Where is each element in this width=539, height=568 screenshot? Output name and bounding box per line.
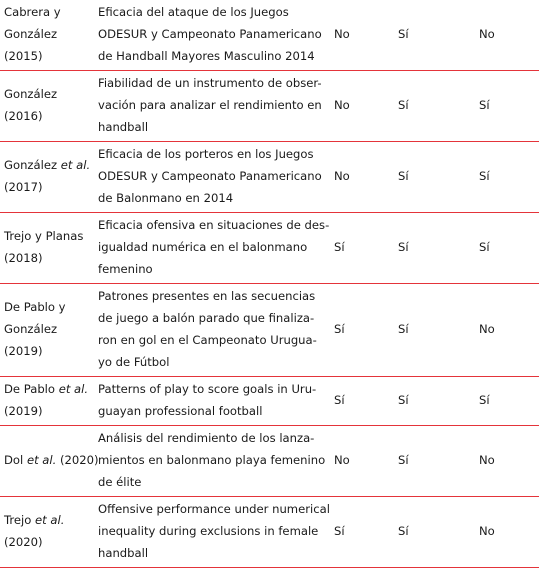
author-line: González bbox=[4, 87, 58, 101]
title-line: Eficacia de los porteros en los Juegos bbox=[98, 147, 314, 161]
table-row bbox=[0, 497, 539, 568]
author-etal: et al. bbox=[26, 453, 57, 467]
table-row bbox=[0, 426, 539, 497]
author-line: González bbox=[4, 322, 58, 336]
title-cell bbox=[94, 497, 330, 568]
author-name: De Pablo bbox=[4, 382, 59, 396]
title-line: femenino bbox=[98, 262, 153, 276]
value-cell: Sí bbox=[479, 98, 490, 112]
author-line: (2020) bbox=[4, 535, 43, 549]
author-line: (2019) bbox=[4, 344, 43, 358]
title-cell bbox=[94, 426, 330, 497]
title-line: ron en gol en el Campeonato Urugua- bbox=[98, 333, 317, 347]
value-cell: Sí bbox=[334, 524, 345, 538]
author-etal: et al. bbox=[60, 158, 91, 172]
author-name: González bbox=[4, 158, 61, 172]
table-row bbox=[0, 0, 539, 71]
value-cell: No bbox=[334, 27, 350, 41]
title-line: de Balonmano en 2014 bbox=[98, 191, 234, 205]
author-line: De Pablo y bbox=[4, 300, 66, 314]
value-cell: Sí bbox=[398, 393, 409, 407]
title-line: de Handball Mayores Masculino 2014 bbox=[98, 49, 315, 63]
author-name: Dol bbox=[4, 453, 27, 467]
value-cell: Sí bbox=[334, 240, 345, 254]
title-line: igualdad numérica en el balonmano bbox=[98, 240, 308, 254]
value-cell: Sí bbox=[398, 27, 409, 41]
value-cell: No bbox=[479, 453, 495, 467]
author-line bbox=[4, 449, 99, 471]
author-name: Trejo bbox=[4, 513, 36, 527]
title-line: ODESUR y Campeonato Panamericano bbox=[98, 169, 322, 183]
author-etal: et al. bbox=[58, 382, 89, 396]
title-line: Offensive performance under numerical bbox=[98, 502, 330, 516]
value-cell: Sí bbox=[398, 169, 409, 183]
author-line: Cabrera y bbox=[4, 5, 61, 19]
title-line: inequality during exclusions in female bbox=[98, 524, 319, 538]
value-cell: No bbox=[334, 453, 350, 467]
title-line: de élite bbox=[98, 475, 142, 489]
title-line: Patterns of play to score goals in Uru- bbox=[98, 382, 317, 396]
value-cell: Sí bbox=[479, 393, 490, 407]
author-line: Trejo y Planas bbox=[4, 229, 84, 243]
value-cell: No bbox=[479, 524, 495, 538]
title-line: Patrones presentes en las secuencias bbox=[98, 289, 316, 303]
title-line: handball bbox=[98, 120, 149, 134]
author-line bbox=[4, 378, 90, 400]
author-year: (2020) bbox=[56, 453, 99, 467]
value-cell: Sí bbox=[334, 322, 345, 336]
author-line: (2018) bbox=[4, 251, 43, 265]
author-line: González bbox=[4, 27, 58, 41]
table-row bbox=[0, 142, 539, 213]
table-row bbox=[0, 284, 539, 377]
title-line: Análisis del rendimiento de los lanza- bbox=[98, 431, 315, 445]
title-line: mientos en balonmano playa femenino bbox=[98, 453, 326, 467]
author-cell bbox=[0, 284, 94, 377]
table-row bbox=[0, 213, 539, 284]
title-cell bbox=[94, 284, 330, 377]
value-cell: No bbox=[479, 27, 495, 41]
title-line: Eficacia ofensiva en situaciones de des- bbox=[98, 218, 330, 232]
author-line: (2017) bbox=[4, 180, 43, 194]
author-cell bbox=[0, 0, 94, 71]
value-cell: No bbox=[334, 169, 350, 183]
title-line: de juego a balón parado que finaliza- bbox=[98, 311, 315, 325]
value-cell: Sí bbox=[479, 169, 490, 183]
title-cell bbox=[94, 0, 330, 71]
table-row bbox=[0, 377, 539, 426]
value-cell: Sí bbox=[398, 322, 409, 336]
author-line: (2015) bbox=[4, 49, 43, 63]
title-line: yo de Fútbol bbox=[98, 355, 170, 369]
value-cell: No bbox=[479, 322, 495, 336]
title-cell bbox=[94, 71, 330, 142]
value-cell: Sí bbox=[398, 240, 409, 254]
value-cell: Sí bbox=[479, 240, 490, 254]
author-cell bbox=[0, 142, 94, 213]
title-line: ODESUR y Campeonato Panamericano bbox=[98, 27, 322, 41]
author-cell bbox=[0, 377, 94, 426]
title-cell bbox=[94, 213, 330, 284]
author-cell bbox=[0, 497, 94, 568]
title-line: guayan professional football bbox=[98, 404, 263, 418]
author-line bbox=[4, 509, 90, 531]
value-cell: Sí bbox=[334, 393, 345, 407]
title-line: Eficacia del ataque de los Juegos bbox=[98, 5, 289, 19]
value-cell: Sí bbox=[398, 98, 409, 112]
title-line: handball bbox=[98, 546, 149, 560]
author-line: (2016) bbox=[4, 109, 43, 123]
table-row bbox=[0, 71, 539, 142]
title-line: Fiabilidad de un instrumento de obser- bbox=[98, 76, 322, 90]
value-cell: Sí bbox=[398, 453, 409, 467]
author-line bbox=[4, 154, 90, 176]
author-cell bbox=[0, 426, 99, 497]
author-cell bbox=[0, 71, 94, 142]
author-etal: et al. bbox=[35, 513, 65, 527]
author-cell bbox=[0, 213, 94, 284]
value-cell: No bbox=[334, 98, 350, 112]
title-cell bbox=[94, 377, 330, 426]
title-line: vación para analizar el rendimiento en bbox=[98, 98, 322, 112]
title-cell bbox=[94, 142, 330, 213]
author-line: (2019) bbox=[4, 404, 43, 418]
value-cell: Sí bbox=[398, 524, 409, 538]
